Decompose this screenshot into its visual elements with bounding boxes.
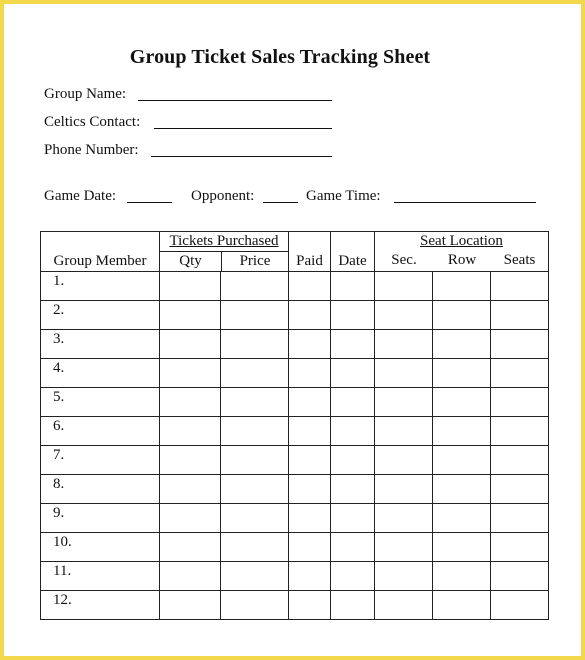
paid-cell[interactable] [289,591,331,620]
sec-cell[interactable] [375,562,433,591]
table-row [41,272,549,301]
price-cell[interactable] [221,388,289,417]
sec-cell[interactable] [375,330,433,359]
table-row [41,330,549,359]
seats-header: Seats [503,252,536,268]
sec-cell[interactable] [375,504,433,533]
qty-cell[interactable] [160,475,221,504]
sec-header: Sec. [391,252,417,268]
qty-cell[interactable] [160,359,221,388]
group-name-field[interactable] [138,100,332,101]
celtics-contact-field[interactable] [154,128,332,129]
member-cell[interactable] [41,417,160,446]
price-cell[interactable] [221,504,289,533]
ticket-sales-table [40,231,549,620]
member-cell[interactable] [41,330,160,359]
row-cell[interactable] [433,359,491,388]
table-row [41,359,549,388]
qty-cell[interactable] [160,330,221,359]
qty-header: Qty [160,252,222,271]
paid-cell[interactable] [289,330,331,359]
member-cell[interactable] [41,359,160,388]
price-cell[interactable] [221,301,289,330]
document-title: Group Ticket Sales Tracking Sheet [129,46,431,68]
sec-cell[interactable] [375,591,433,620]
member-cell[interactable] [41,446,160,475]
seats-cell[interactable] [491,591,549,620]
table-row [41,562,549,591]
date-cell[interactable] [331,446,375,475]
qty-cell[interactable] [160,446,221,475]
row-header: Row [447,252,477,268]
paid-header: Paid [289,232,331,272]
price-cell[interactable] [221,446,289,475]
tickets-purchased-header [160,232,289,272]
table-row [41,475,549,504]
seat-location-label: Seat Location [420,233,503,249]
sec-cell[interactable] [375,359,433,388]
table-row [41,591,549,620]
date-cell[interactable] [331,504,375,533]
date-cell[interactable] [331,417,375,446]
member-cell[interactable] [41,591,160,620]
member-cell[interactable] [41,562,160,591]
row-cell[interactable] [433,504,491,533]
qty-cell[interactable] [160,504,221,533]
seats-cell[interactable] [491,533,549,562]
qty-cell[interactable] [160,562,221,591]
sec-cell[interactable] [375,272,433,301]
paid-cell[interactable] [289,388,331,417]
price-cell[interactable] [221,562,289,591]
date-cell[interactable] [331,533,375,562]
date-cell[interactable] [331,330,375,359]
row-number: 7. [53,447,65,463]
date-header: Date [331,232,375,272]
row-cell[interactable] [433,417,491,446]
qty-cell[interactable] [160,417,221,446]
row-number: 10. [53,534,72,550]
row-cell[interactable] [433,591,491,620]
paid-cell[interactable] [289,446,331,475]
seats-cell[interactable] [491,359,549,388]
paid-cell[interactable] [289,504,331,533]
sec-cell[interactable] [375,388,433,417]
row-cell[interactable] [433,562,491,591]
date-cell[interactable] [331,272,375,301]
sec-cell[interactable] [375,475,433,504]
paid-cell[interactable] [289,417,331,446]
row-cell[interactable] [433,533,491,562]
table-row [41,446,549,475]
game-date-label: Game Date: [44,188,117,204]
phone-number-field[interactable] [151,156,332,157]
seats-cell[interactable] [491,272,549,301]
opponent-label: Opponent: [191,188,255,204]
table-row [41,388,549,417]
row-number: 6. [53,418,65,434]
seats-cell[interactable] [491,388,549,417]
paid-cell[interactable] [289,301,331,330]
price-cell[interactable] [221,272,289,301]
paid-cell[interactable] [289,562,331,591]
table-row [41,504,549,533]
row-number: 9. [53,505,65,521]
seats-cell[interactable] [491,301,549,330]
paid-cell[interactable] [289,272,331,301]
celtics-contact-label: Celtics Contact: [44,114,141,130]
row-number: 8. [53,476,65,492]
sec-cell[interactable] [375,533,433,562]
sec-cell[interactable] [375,417,433,446]
document-page [4,4,581,656]
row-cell[interactable] [433,301,491,330]
group-name-label: Group Name: [44,86,127,102]
member-cell[interactable] [41,533,160,562]
price-cell[interactable] [221,417,289,446]
member-cell[interactable] [41,475,160,504]
member-cell[interactable] [41,301,160,330]
qty-cell[interactable] [160,533,221,562]
tickets-purchased-label: Tickets Purchased [160,232,288,252]
table-header-row [41,232,549,272]
row-cell[interactable] [433,330,491,359]
price-cell[interactable] [221,475,289,504]
qty-cell[interactable] [160,301,221,330]
price-cell[interactable] [221,591,289,620]
seats-cell[interactable] [491,417,549,446]
row-number: 11. [53,563,72,579]
row-cell[interactable] [433,388,491,417]
game-time-field[interactable] [394,202,536,203]
seat-location-header [375,232,549,272]
member-cell[interactable] [41,272,160,301]
date-cell[interactable] [331,475,375,504]
table-row [41,301,549,330]
paid-cell[interactable] [289,359,331,388]
game-time-label: Game Time: [306,188,381,204]
row-cell[interactable] [433,475,491,504]
row-number: 2. [53,302,65,318]
table-row [41,417,549,446]
price-cell[interactable] [221,533,289,562]
date-cell[interactable] [331,359,375,388]
member-cell[interactable] [41,388,160,417]
phone-number-label: Phone Number: [44,142,139,158]
qty-cell[interactable] [160,388,221,417]
date-cell[interactable] [331,301,375,330]
sec-cell[interactable] [375,446,433,475]
seats-cell[interactable] [491,562,549,591]
row-number: 3. [53,331,65,347]
member-cell[interactable] [41,504,160,533]
price-header: Price [239,253,271,269]
seats-cell[interactable] [491,330,549,359]
price-cell[interactable] [221,359,289,388]
table-row [41,533,549,562]
date-cell[interactable] [331,562,375,591]
row-cell[interactable] [433,446,491,475]
seats-cell[interactable] [491,446,549,475]
paid-cell[interactable] [289,475,331,504]
opponent-field[interactable] [263,202,298,203]
price-cell[interactable] [221,330,289,359]
group-member-header: Group Member [41,232,160,272]
row-number: 1. [53,273,65,289]
date-cell[interactable] [331,388,375,417]
row-cell[interactable] [433,272,491,301]
seats-cell[interactable] [491,504,549,533]
row-number: 4. [53,360,65,376]
qty-cell[interactable] [160,591,221,620]
date-cell[interactable] [331,591,375,620]
row-number: 5. [53,389,65,405]
qty-cell[interactable] [160,272,221,301]
row-number: 12. [53,592,72,608]
seats-cell[interactable] [491,475,549,504]
sec-cell[interactable] [375,301,433,330]
paid-cell[interactable] [289,533,331,562]
game-date-field[interactable] [127,202,172,203]
